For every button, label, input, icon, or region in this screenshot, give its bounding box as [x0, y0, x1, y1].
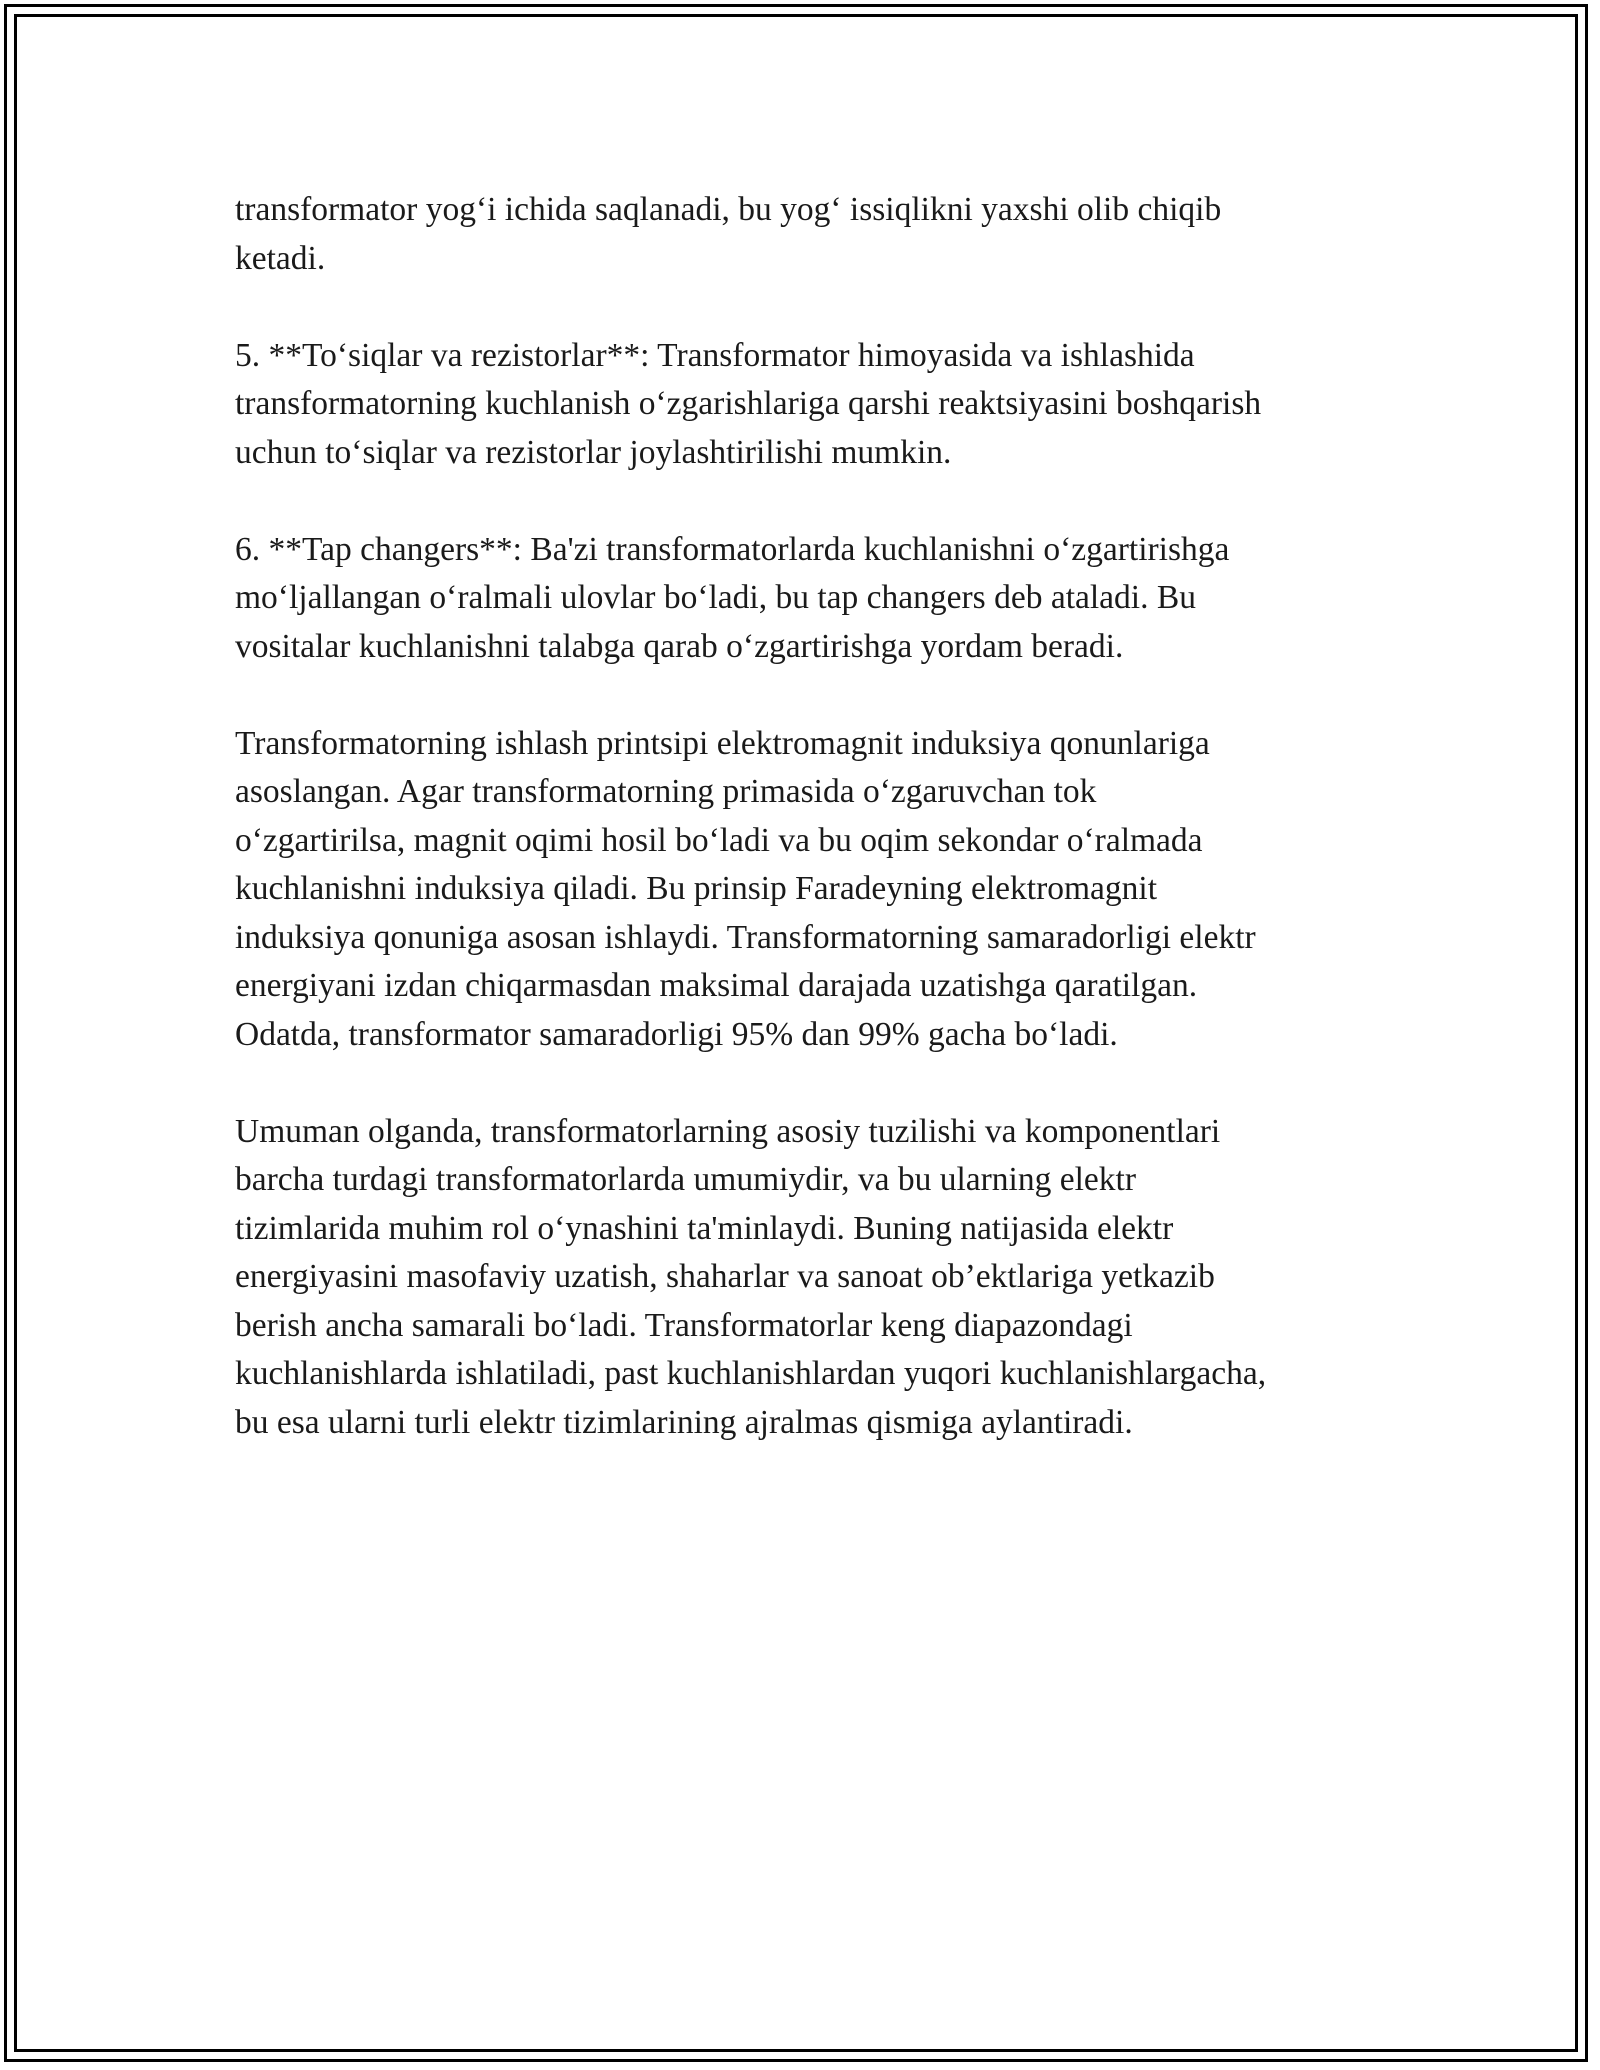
paragraph-oil-cooling: transformator yog‘i ichida saqlanadi, bu yog‘ issiqlikni yaxshi olib chiqib ketadi.	[235, 191, 1222, 277]
document-body	[235, 186, 1375, 1496]
paragraph-operating-principle: Transformatorning ishlash printsipi elektromagnit induksiya qonunlariga asoslangan. Agar transformatorning primasida o‘zgaruvchan tok o‘zgartirilsa, magnit oqimi hosil bo‘ladi va bu oqim sekondar o‘ralmada kuchlanishni induksiya qiladi. Bu prinsip Faradeyning elektromagnit induksiya qonuniga asosan ishlaydi. Transformatorning samaradorligi elektr energiyani izdan chiqarmasdan maksimal darajada uzatishga qaratilgan. Odatda, transformator samaradorligi 95% dan 99% gacha bo‘ladi.	[235, 724, 1256, 1053]
paragraph-tap-changers: 6. **Tap changers**: Ba'zi transformatorlarda kuchlanishni o‘zgartirishga mo‘ljallangan o‘ralmali ulovlar bo‘ladi, bu tap changers deb ataladi. Bu vositalar kuchlanishni talabga qarab o‘zgartirishga yordam beradi.	[235, 530, 1230, 665]
paragraph-conclusion: Umuman olganda, transformatorlarning asosiy tuzilishi va komponentlari barcha turdagi transformatorlarda umumiydir, va bu ularning elektr tizimlarida muhim rol o‘ynashini ta'minlaydi. Buning natijasida elektr energiyasini masofaviy uzatish, shaharlar va sanoat ob’ektlariga yetkazib berish ancha samarali bo‘ladi. Transformatorlar keng diapazondagi kuchlanishlarda ishlatiladi, past kuchlanishlardan yuqori kuchlanishlargacha, bu esa ularni turli elektr tizimlarining ajralmas qismiga aylantiradi.	[235, 1112, 1267, 1441]
paragraph-barriers-resistors: 5. **To‘siqlar va rezistorlar**: Transformator himoyasida va ishlashida transformatorning kuchlanish o‘zgarishlariga qarshi reaktsiyasini boshqarish uchun to‘siqlar va rezistorlar joylashtirilishi mumkin.	[235, 336, 1262, 471]
